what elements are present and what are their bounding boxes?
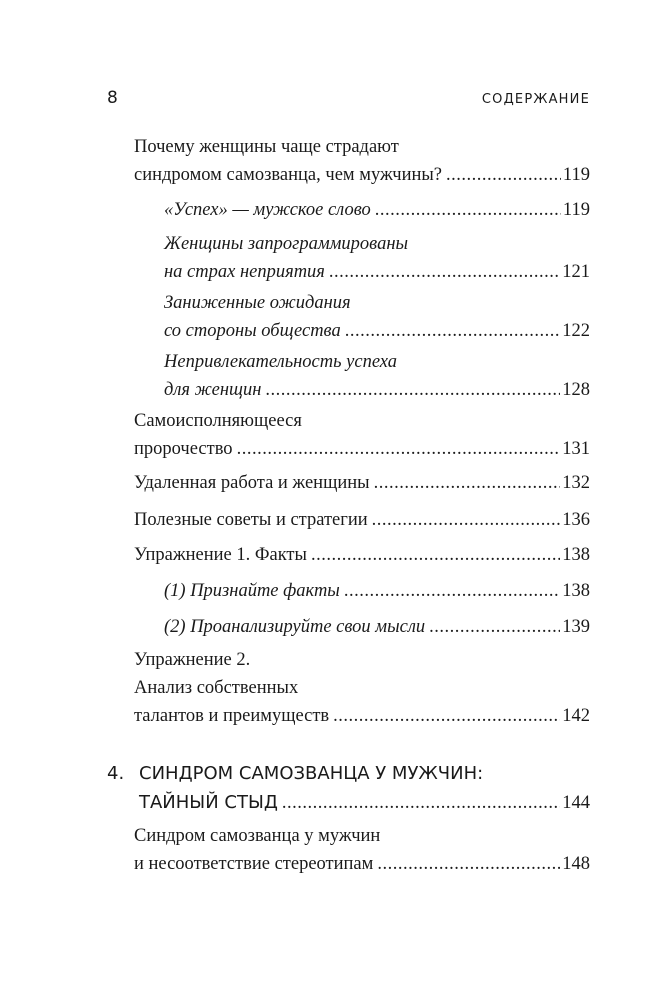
toc-page-number: 119 bbox=[562, 200, 590, 220]
dot-leader bbox=[429, 613, 560, 641]
toc-entry[interactable] bbox=[134, 506, 590, 534]
dot-leader bbox=[333, 702, 560, 730]
toc-entry-title: для женщин bbox=[164, 380, 262, 400]
toc-entry[interactable] bbox=[134, 469, 590, 497]
dot-leader bbox=[372, 506, 561, 534]
dot-leader bbox=[446, 161, 561, 189]
dot-leader bbox=[282, 789, 560, 818]
toc-entry-title-line: Упражнение 2. bbox=[134, 650, 251, 670]
toc-page-number: 138 bbox=[562, 545, 590, 565]
dot-leader bbox=[374, 469, 561, 497]
toc-page-number: 131 bbox=[562, 439, 590, 459]
chapter-title-line: СИНДРОМ САМОЗВАНЦА У МУЖЧИН: bbox=[139, 763, 484, 784]
dot-leader bbox=[375, 196, 561, 224]
page-header bbox=[107, 88, 590, 108]
toc-entry[interactable] bbox=[164, 348, 590, 404]
toc-entry-title: Удаленная работа и женщины bbox=[134, 473, 370, 493]
toc-entry[interactable] bbox=[134, 646, 590, 730]
toc-entry-title: со стороны общества bbox=[164, 321, 341, 341]
toc-entry[interactable] bbox=[134, 541, 590, 569]
toc-entry-title: талантов и преимуществ bbox=[134, 706, 330, 726]
toc-entry-title: (1) Признайте факты bbox=[164, 581, 340, 601]
page-number: 8 bbox=[107, 88, 118, 108]
dot-leader bbox=[329, 258, 560, 286]
toc-entry-title: Полезные советы и стратегии bbox=[134, 510, 368, 530]
toc-entry[interactable] bbox=[134, 133, 590, 189]
toc-entry[interactable] bbox=[134, 407, 590, 463]
toc-page-number: 132 bbox=[562, 473, 590, 493]
dot-leader bbox=[344, 577, 560, 605]
toc-page-number: 128 bbox=[562, 380, 590, 400]
toc-entry[interactable] bbox=[164, 577, 590, 605]
toc-entry-title: Упражнение 1. Факты bbox=[134, 545, 307, 565]
toc-entry[interactable] bbox=[134, 822, 590, 878]
toc-page-number: 142 bbox=[562, 706, 590, 726]
toc-entry-title: синдромом самозванца, чем мужчины? bbox=[134, 165, 443, 185]
toc-entry-title: и несоответствие стереотипам bbox=[134, 854, 374, 874]
toc-entry-title-line: Заниженные ожидания bbox=[164, 293, 351, 313]
toc-entry-title: «Успех» — мужское слово bbox=[164, 200, 371, 220]
running-head: СОДЕРЖАНИЕ bbox=[481, 92, 590, 107]
chapter-number: 4. bbox=[107, 763, 125, 784]
toc-entry-title-line: Женщины запрограммированы bbox=[164, 234, 409, 254]
toc-page-number: 148 bbox=[562, 854, 590, 874]
chapter-heading[interactable] bbox=[107, 759, 590, 818]
dot-leader bbox=[237, 435, 561, 463]
toc-page-number: 139 bbox=[562, 617, 590, 637]
toc-entry-title: на страх неприятия bbox=[164, 262, 325, 282]
dot-leader bbox=[311, 541, 560, 569]
toc-entry[interactable] bbox=[164, 613, 590, 641]
toc-entry-title: пророчество bbox=[134, 439, 233, 459]
toc-entry-title: (2) Проанализируйте свои мысли bbox=[164, 617, 426, 637]
toc-page-number: 119 bbox=[562, 165, 590, 185]
toc-entry[interactable] bbox=[164, 289, 590, 345]
toc-entry-title-line: Анализ собственных bbox=[134, 678, 299, 698]
toc-page-number: 122 bbox=[562, 321, 590, 341]
dot-leader bbox=[377, 850, 560, 878]
toc-page-number: 136 bbox=[562, 510, 590, 530]
dot-leader bbox=[345, 317, 561, 345]
toc-page-number: 121 bbox=[562, 262, 590, 282]
toc-entry-title-line: Почему женщины чаще страдают bbox=[134, 137, 399, 157]
dot-leader bbox=[265, 376, 560, 404]
toc-entry[interactable] bbox=[164, 230, 590, 286]
chapter-title-line: ТАЙНЫЙ СТЫД bbox=[139, 792, 278, 813]
toc-entry[interactable] bbox=[164, 196, 590, 224]
toc-entry-title-line: Синдром самозванца у мужчин bbox=[134, 826, 381, 846]
toc-page-number: 138 bbox=[562, 581, 590, 601]
toc-entry-title-line: Самоисполняющееся bbox=[134, 411, 302, 431]
chapter-page-number: 144 bbox=[562, 793, 590, 813]
toc-entry-title-line: Непривлекательность успеха bbox=[164, 352, 398, 372]
